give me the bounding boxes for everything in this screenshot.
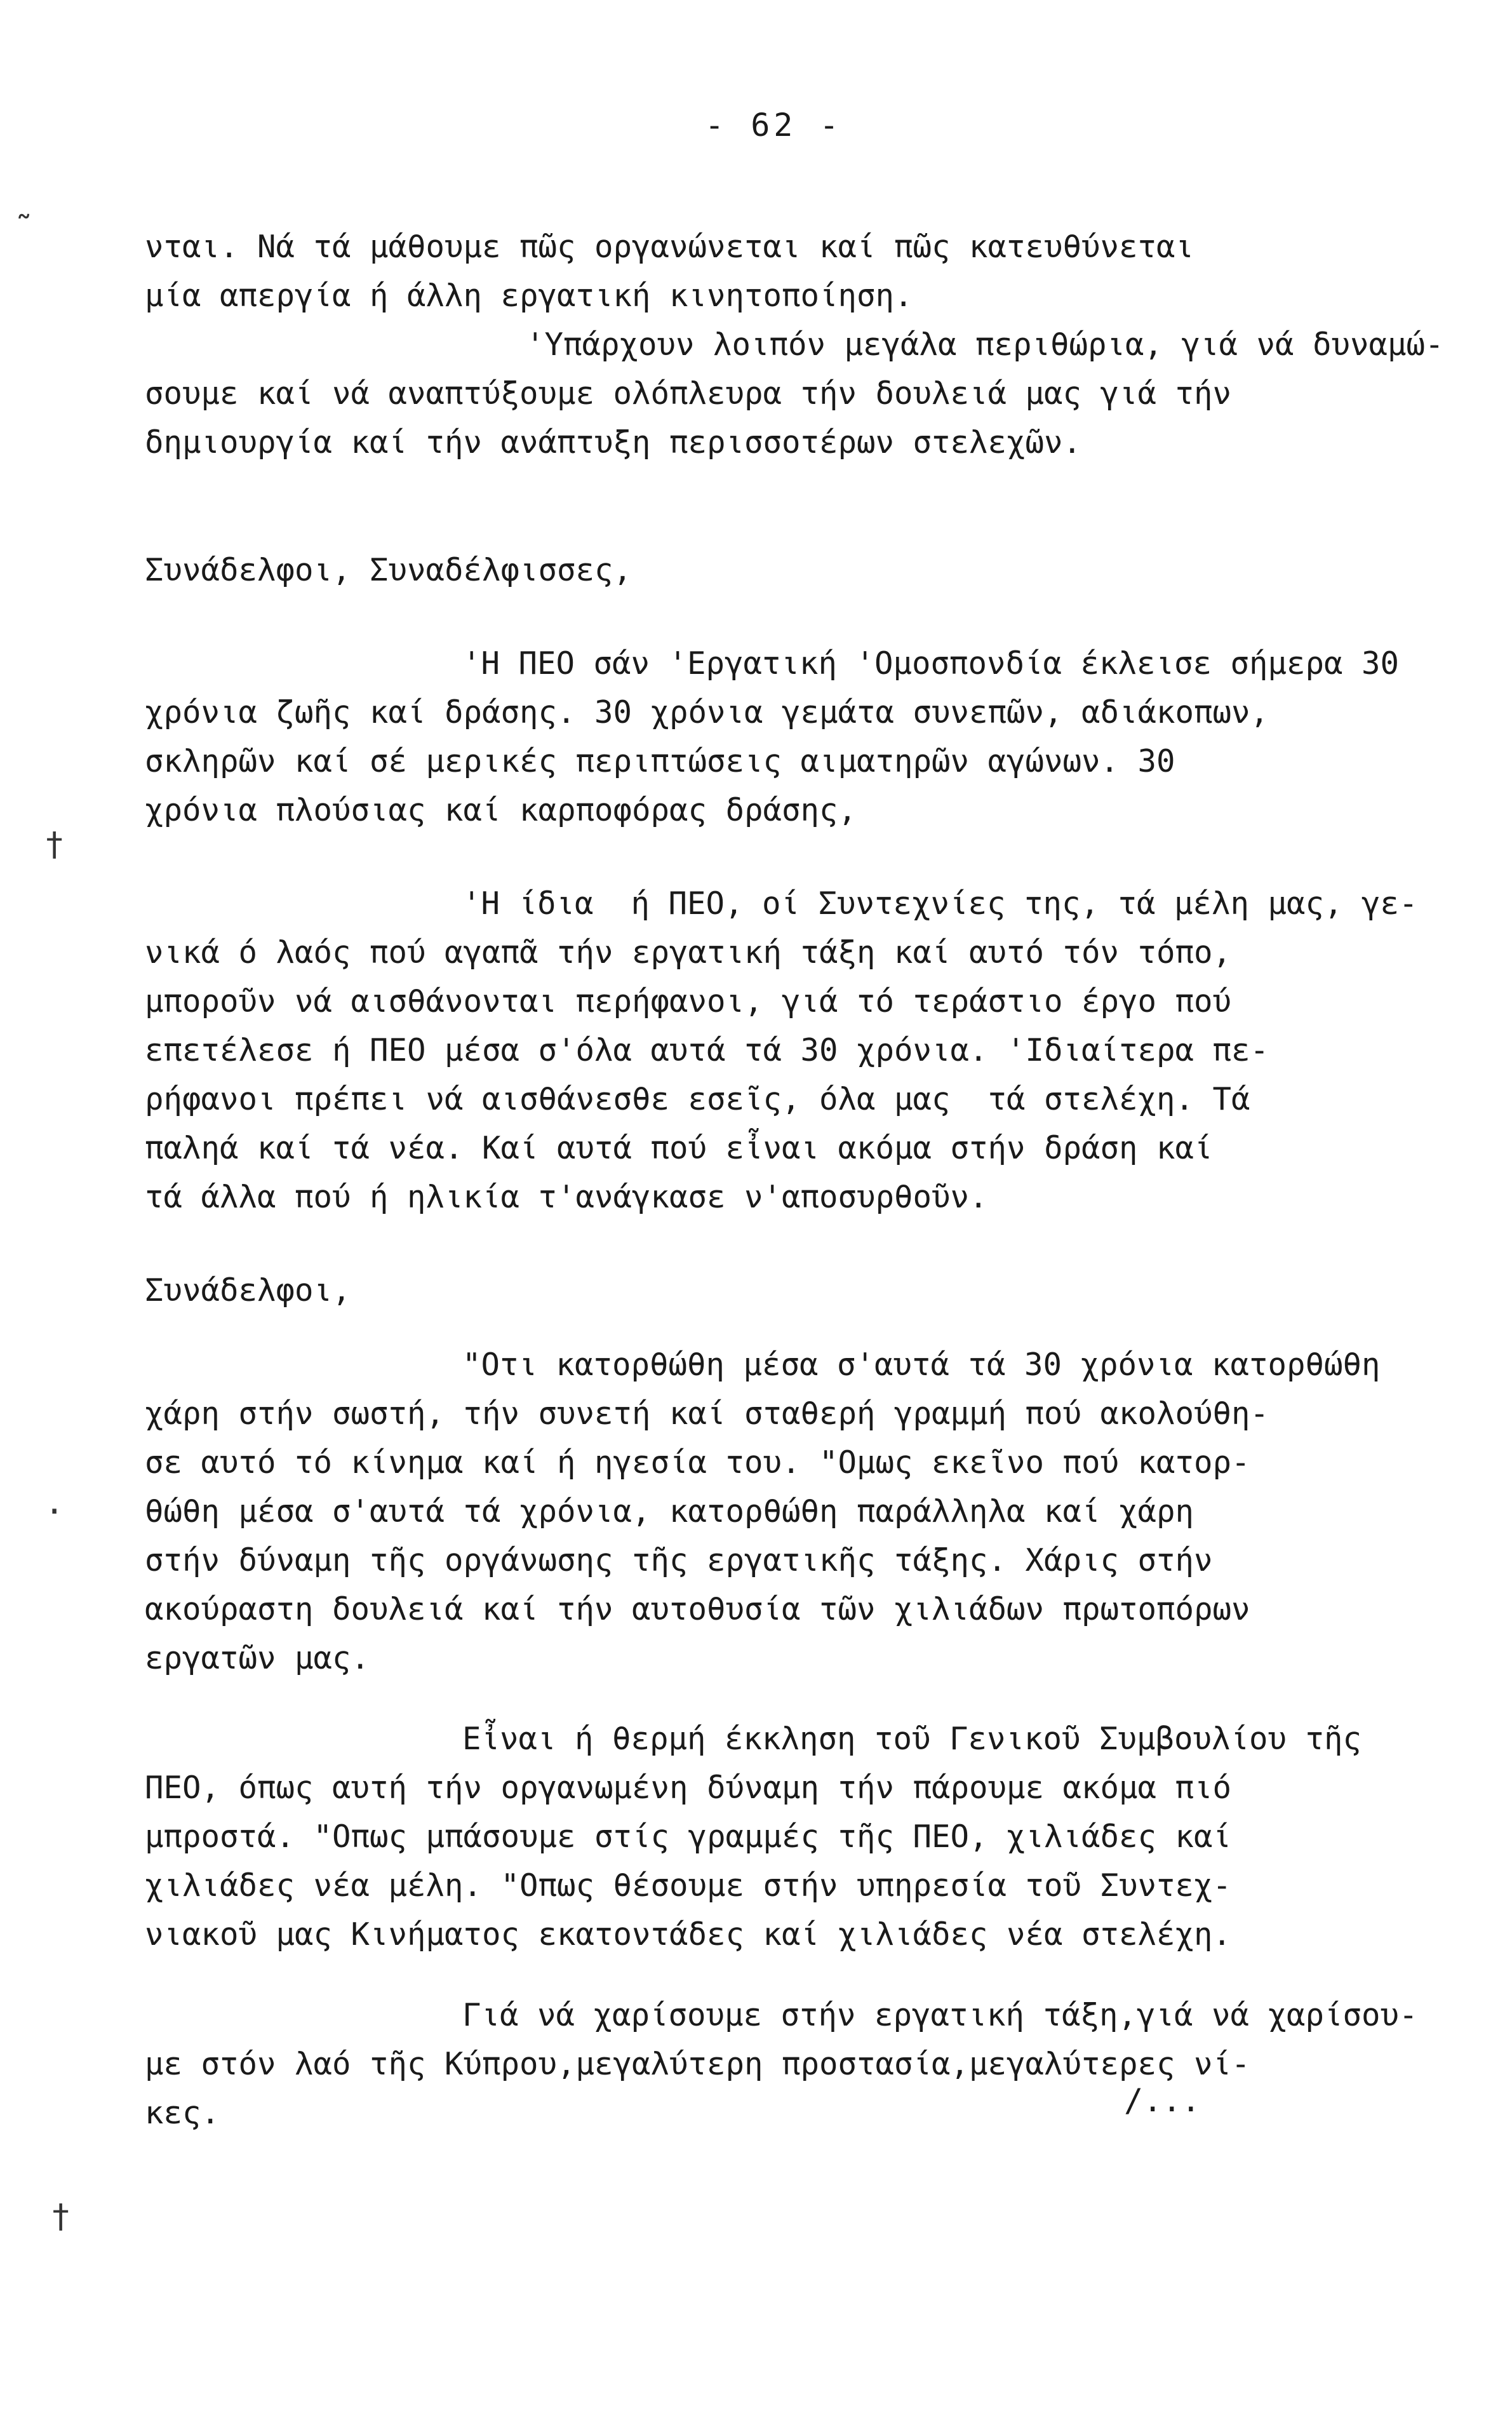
- text-line: χρόνια πλούσιας καί καρποφόρας δράσης,: [145, 792, 857, 828]
- text-line: ρήφανοι πρέπει νά αισθάνεσθε εσεῖς, όλα μας τά στελέχη. Τά: [145, 1081, 1250, 1117]
- text-line: νιακοῦ μας Κινήματος εκατοντάδες καί χιλιάδες νέα στελέχη.: [145, 1916, 1232, 1953]
- text-line: σουμε καί νά αναπτύξουμε ολόπλευρα τήν δουλειά μας γιά τήν: [145, 375, 1232, 412]
- text-line: χιλιάδες νέα μέλη. "Οπως θέσουμε στήν υπηρεσία τοῦ Συντεχ-: [145, 1867, 1232, 1904]
- paragraph: [145, 1714, 1362, 1959]
- text-line: σε αυτό τό κίνημα καί ή ηγεσία του. "Ομως εκεῖνο πού κατορ-: [145, 1444, 1250, 1481]
- text-line: νικά ό λαός πού αγαπᾶ τήν εργατική τάξη καί αυτό τόν τόπο,: [145, 934, 1232, 971]
- text-line: χρόνια ζωῆς καί δράσης. 30 χρόνια γεμάτα συνεπῶν, αδιάκοπων,: [145, 694, 1269, 730]
- paragraph: [145, 879, 1418, 1221]
- paragraph: [145, 222, 1351, 320]
- text-line: Συνάδελφοι, Συναδέλφισσες,: [145, 552, 632, 588]
- text-line: επετέλεσε ή ΠΕΟ μέσα σ'όλα αυτά τά 30 χρόνια. 'Ιδιαίτερα πε-: [145, 1032, 1269, 1068]
- text-line: μπροστά. "Οπως μπάσουμε στίς γραμμές τῆς ΠΕΟ, χιλιάδες καί: [145, 1819, 1232, 1855]
- text-line: χάρη στήν σωστή, τήν συνετή καί σταθερή γραμμή πού ακολούθη-: [145, 1395, 1269, 1432]
- continuation-mark: /...: [1124, 2082, 1201, 2119]
- text-line: μποροῦν νά αισθάνονται περήφανοι, γιά τό τεράστιο έργο πού: [145, 983, 1232, 1019]
- text-line: ακούραστη δουλειά καί τήν αυτοθυσία τῶν χιλιάδων πρωτοπόρων: [145, 1591, 1250, 1627]
- text-line: Εἶναι ή θερμή έκκληση τοῦ Γενικοῦ Συμβουλίου τῆς: [462, 1721, 1362, 1757]
- text-line: 'Η ίδια ή ΠΕΟ, οί Συντεχνίες της, τά μέλη μας, γε-: [462, 885, 1418, 922]
- text-line: δημιουργία καί τήν ανάπτυξη περισσοτέρων στελεχῶν.: [145, 424, 1082, 461]
- margin-mark-middle: †: [44, 826, 65, 864]
- document-body: [145, 222, 1444, 2137]
- salutation: [145, 546, 1351, 595]
- text-line: Γιά νά χαρίσουμε στήν εργατική τάξη,γιά νά χαρίσου-: [462, 1997, 1418, 2033]
- text-line: 'Υπάρχουν λοιπόν μεγάλα περιθώρια, γιά νά δυναμώ-: [526, 326, 1444, 363]
- text-line: κες.: [145, 2095, 220, 2131]
- text-line: με στόν λαό τῆς Κύπρου,μεγαλύτερη προστασία,μεγαλύτερες νί-: [145, 2046, 1250, 2082]
- text-line: παληά καί τά νέα. Καί αυτά πού εἶναι ακόμα στήν δράση καί: [145, 1130, 1213, 1166]
- text-line: ΠΕΟ, όπως αυτή τήν οργανωμένη δύναμη τήν πάρουμε ακόμα πιό: [145, 1770, 1232, 1806]
- text-line: Συνάδελφοι,: [145, 1272, 351, 1308]
- text-line: θώθη μέσα σ'αυτά τά χρόνια, κατορθώθη παράλληλα καί χάρη: [145, 1493, 1194, 1529]
- paragraph: [145, 1340, 1381, 1683]
- text-line: τά άλλα πού ή ηλικία τ'ανάγκασε ν'αποσυρθοῦν.: [145, 1179, 988, 1215]
- margin-mark-top: ˜: [14, 210, 34, 248]
- text-line: νται. Νά τά μάθουμε πῶς οργανώνεται καί πῶς κατευθύνεται: [145, 229, 1194, 265]
- text-line: 'Η ΠΕΟ σάν 'Εργατική 'Ομοσπονδία έκλεισε σήμερα 30: [462, 645, 1400, 682]
- page-number: - 62 -: [705, 107, 843, 144]
- text-line: "Οτι κατορθώθη μέσα σ'αυτά τά 30 χρόνια κατορθώθη: [462, 1347, 1381, 1383]
- text-line: μία απεργία ή άλλη εργατική κινητοποίηση.: [145, 278, 913, 314]
- salutation: [145, 1266, 1351, 1315]
- text-line: σκληρῶν καί σέ μερικές περιπτώσεις αιματηρῶν αγώνων. 30: [145, 743, 1175, 779]
- margin-mark-lower: ·: [44, 1493, 65, 1531]
- margin-mark-bottom: †: [51, 2198, 71, 2236]
- paragraph: [145, 639, 1400, 835]
- paragraph: [145, 320, 1444, 467]
- text-line: στήν δύναμη τῆς οργάνωσης τῆς εργατικῆς τάξης. Χάρις στήν: [145, 1542, 1213, 1578]
- text-line: εργατῶν μας.: [145, 1640, 370, 1676]
